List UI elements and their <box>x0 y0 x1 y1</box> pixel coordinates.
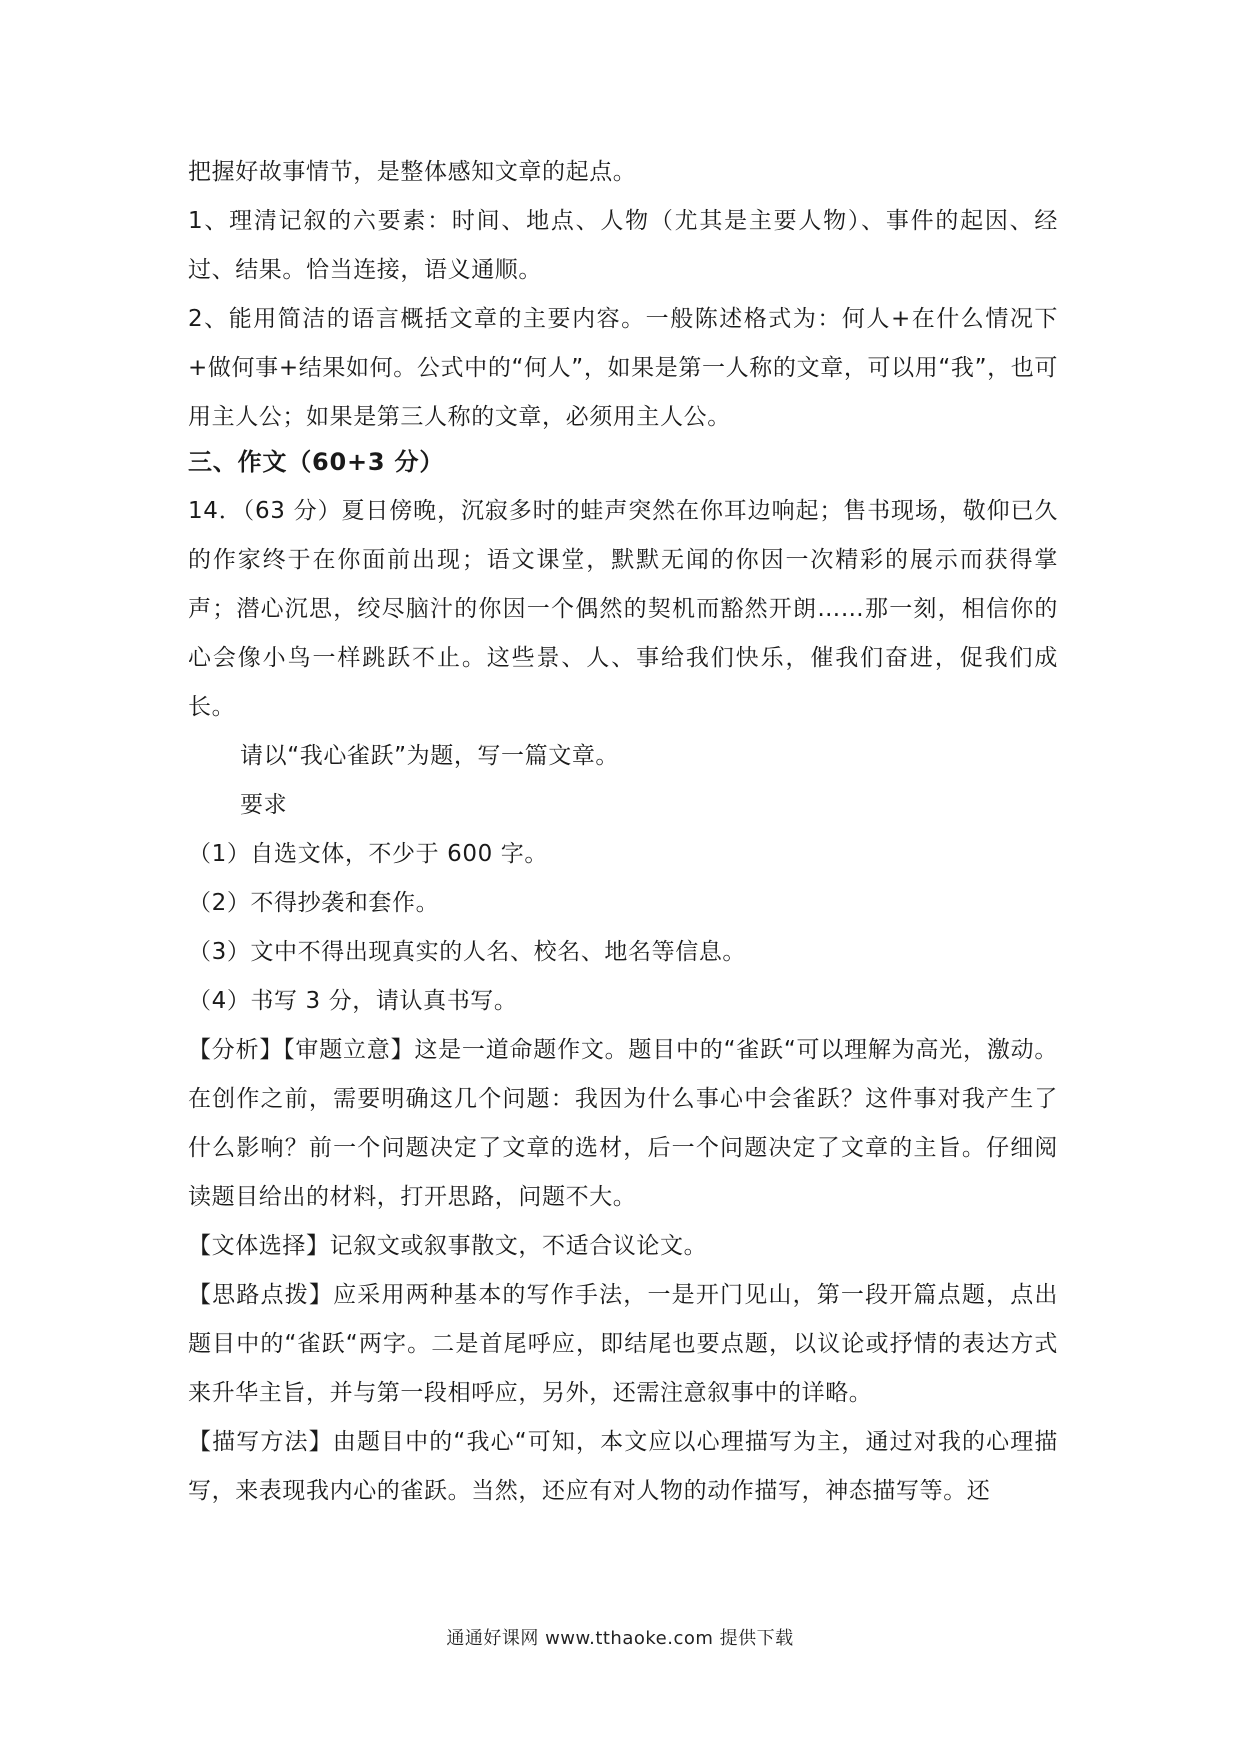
approach-paragraph: 【思路点拨】应采用两种基本的写作手法，一是开门见山，第一段开篇点题，点出题目中的“雀跃“两字。二是首尾呼应，即结尾也要点题，以议论或抒情的表达方式来升华主旨，并与第一段相呼应，另外，还需注意叙事中的详略。 <box>188 1282 1058 1406</box>
analysis-paragraph: 【分析】【审题立意】这是一道命题作文。题目中的“雀跃“可以理解为高光，激动。在创作之前，需要明确这几个问题：我因为什么事心中会雀跃？这件事对我产生了什么影响？前一个问题决定了文章的选材，后一个问题决定了文章的主旨。仔细阅读题目给出的材料，打开思路，问题不大。 <box>188 1037 1058 1210</box>
page-footer: 通通好课网 www.tthaoke.com 提供下载 <box>446 1628 794 1649</box>
requirement-item-3: （3）文中不得出现真实的人名、校名、地名等信息。 <box>188 939 747 965</box>
page-body <box>188 148 1058 442</box>
requirement-item-1: （1）自选文体，不少于 600 字。 <box>188 841 548 867</box>
point-1-paragraph: 1、理清记叙的六要素：时间、地点、人物（尤其是主要人物）、事件的起因、经过、结果。恰当连接，语义通顺。 <box>188 208 1058 283</box>
essay-section <box>188 438 1058 1516</box>
requirement-item-2: （2）不得抄袭和套作。 <box>188 890 440 916</box>
question-paragraph: 14．（63 分）夏日傍晚，沉寂多时的蛙声突然在你耳边响起；售书现场，敬仰已久的作家终于在你面前出现；语文课堂，默默无闻的你因一次精彩的展示而获得掌声；潜心沉思，绞尽脑汁的你因一个偶然的契机而豁然开朗……那一刻，相信你的心会像小鸟一样跳跃不止。这些景、人、事给我们快乐，催我们奋进，促我们成长。 <box>188 498 1058 720</box>
point-2-paragraph: 2、能用简洁的语言概括文章的主要内容。一般陈述格式为：何人+在什么情况下+做何事+结果如何。公式中的“何人”，如果是第一人称的文章，可以用“我”，也可用主人公；如果是第三人称的文章，必须用主人公。 <box>188 306 1058 430</box>
requirements-label: 要求 <box>240 792 288 818</box>
prompt-paragraph: 请以“我心雀跃”为题，写一篇文章。 <box>240 743 620 769</box>
intro-paragraph: 把握好故事情节，是整体感知文章的起点。 <box>188 159 637 185</box>
genre-paragraph: 【文体选择】记叙文或叙事散文，不适合议论文。 <box>188 1233 708 1259</box>
section-heading: 三、作文（60+3 分） <box>188 448 445 476</box>
requirement-item-4: （4）书写 3 分，请认真书写。 <box>188 988 518 1014</box>
description-paragraph: 【描写方法】由题目中的“我心“可知，本文应以心理描写为主，通过对我的心理描写，来表现我内心的雀跃。当然，还应有对人物的动作描写，神态描写等。还 <box>188 1429 1058 1504</box>
